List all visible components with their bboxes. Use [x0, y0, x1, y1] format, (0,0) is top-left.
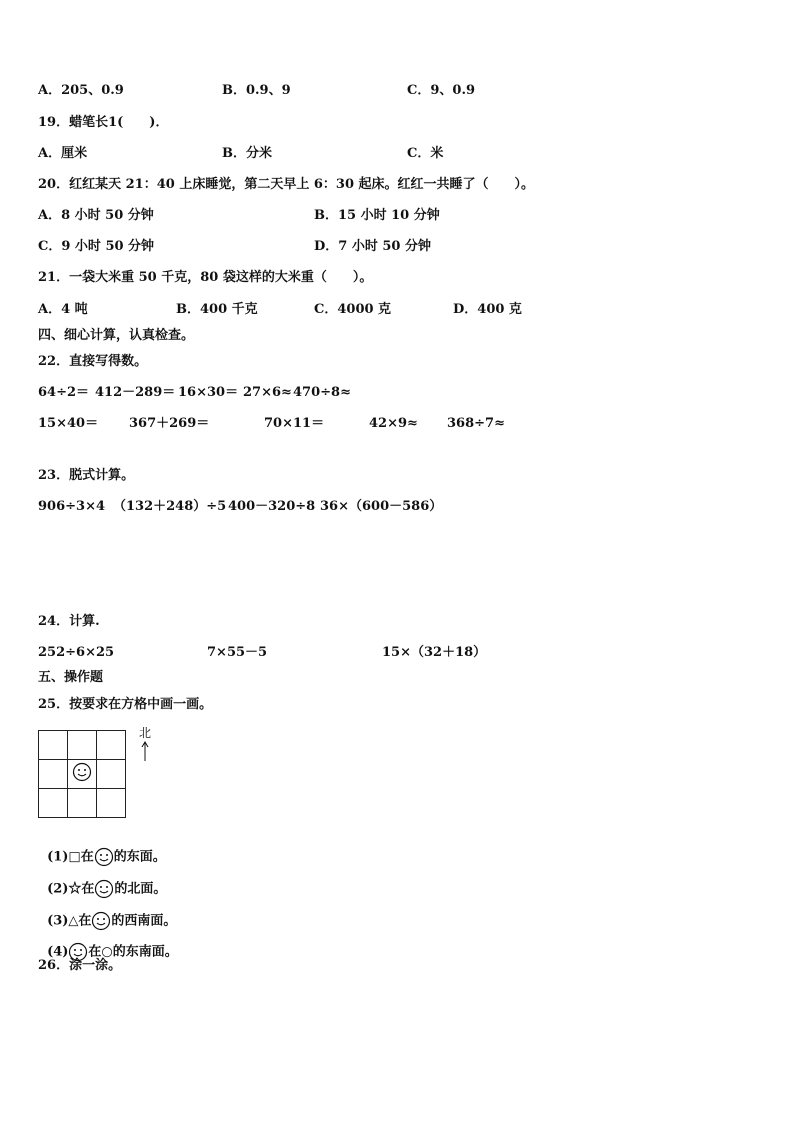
- q21-option-b: B．400 千克: [176, 302, 258, 317]
- q21-option-c: C．4000 克: [314, 302, 392, 317]
- q23-item: 906÷3×4: [38, 499, 106, 514]
- q18-option-c: C．9、0.9: [407, 83, 476, 98]
- grid-3x3: [38, 730, 126, 818]
- q25-stem: 25．按要求在方格中画一画。: [38, 697, 213, 712]
- q18-option-b: B．0.9、9: [222, 83, 291, 98]
- q25-sub-4: (4) 在○的东南面。: [38, 926, 178, 962]
- grid-cell-center: [68, 760, 97, 789]
- q19-option-c: C．米: [407, 146, 444, 161]
- q24-item: 252÷6×25: [38, 645, 115, 660]
- q21-stem: 21．一袋大米重 50 千克，80 袋这样的大米重（ ）。: [38, 270, 373, 285]
- smiley-face-icon: [72, 762, 92, 782]
- grid-cell: [68, 789, 97, 818]
- q19-option-a: A．厘米: [38, 146, 88, 161]
- q19-option-b: B．分米: [222, 146, 272, 161]
- q22-item: 16×30＝: [178, 385, 239, 400]
- q20-stem: 20．红红某天 21：40 上床睡觉，第二天早上 6：30 起床。红红一共睡了（ ）。: [38, 177, 535, 192]
- q26-stem: 26．涂一涂。: [38, 958, 122, 973]
- grid-cell: [68, 731, 97, 760]
- q24-item: 7×55－5: [207, 645, 268, 660]
- section-5-heading: 五、操作题: [38, 670, 104, 685]
- q19-stem: 19．蜡笔长1( )．: [38, 115, 169, 130]
- section-4-heading: 四、细心计算，认真检查。: [38, 328, 195, 343]
- north-indicator: [139, 727, 151, 765]
- q18-option-a: A．205、0.9: [38, 83, 124, 98]
- q23-stem: 23．脱式计算。: [38, 468, 135, 483]
- q20-option-c: C．9 小时 50 分钟: [38, 239, 155, 254]
- grid-cell: [39, 789, 68, 818]
- grid-cell: [97, 789, 126, 818]
- q22-item: 42×9≈: [369, 416, 418, 431]
- q24-item: 15×（32＋18）: [382, 645, 487, 660]
- q22-item: 70×11＝: [264, 416, 325, 431]
- q22-item: 15×40＝: [38, 416, 99, 431]
- q23-item: （132＋248）÷5: [113, 499, 227, 514]
- grid-cell: [39, 760, 68, 789]
- north-arrow-icon: [139, 740, 151, 762]
- q22-item: 470÷8≈: [293, 385, 351, 400]
- grid-cell: [39, 731, 68, 760]
- q21-option-a: A．4 吨: [38, 302, 88, 317]
- q22-item: 368÷7≈: [447, 416, 505, 431]
- grid-cell: [97, 760, 126, 789]
- grid-cell: [97, 731, 126, 760]
- q22-item: 64÷2＝: [38, 385, 90, 400]
- q25-sub-2: (2)☆在 的北面。: [38, 863, 166, 899]
- q23-item: 36×（600－586）: [320, 499, 443, 514]
- q23-item: 400－320÷8: [228, 499, 316, 514]
- north-label: 北: [139, 726, 152, 740]
- q21-option-d: D．400 克: [453, 302, 522, 317]
- q25-sub-3: (3)△在 的西南面。: [38, 895, 176, 931]
- q20-option-a: A．8 小时 50 分钟: [38, 208, 154, 223]
- q22-item: 27×6≈: [243, 385, 292, 400]
- q25-sub-1: (1)□在 的东面。: [38, 831, 166, 867]
- q20-option-b: B．15 小时 10 分钟: [314, 208, 440, 223]
- q22-stem: 22．直接写得数。: [38, 354, 148, 369]
- q20-option-d: D．7 小时 50 分钟: [314, 239, 431, 254]
- q22-item: 412－289＝: [95, 385, 176, 400]
- q24-stem: 24．计算.: [38, 614, 100, 629]
- q22-item: 367＋269＝: [129, 416, 210, 431]
